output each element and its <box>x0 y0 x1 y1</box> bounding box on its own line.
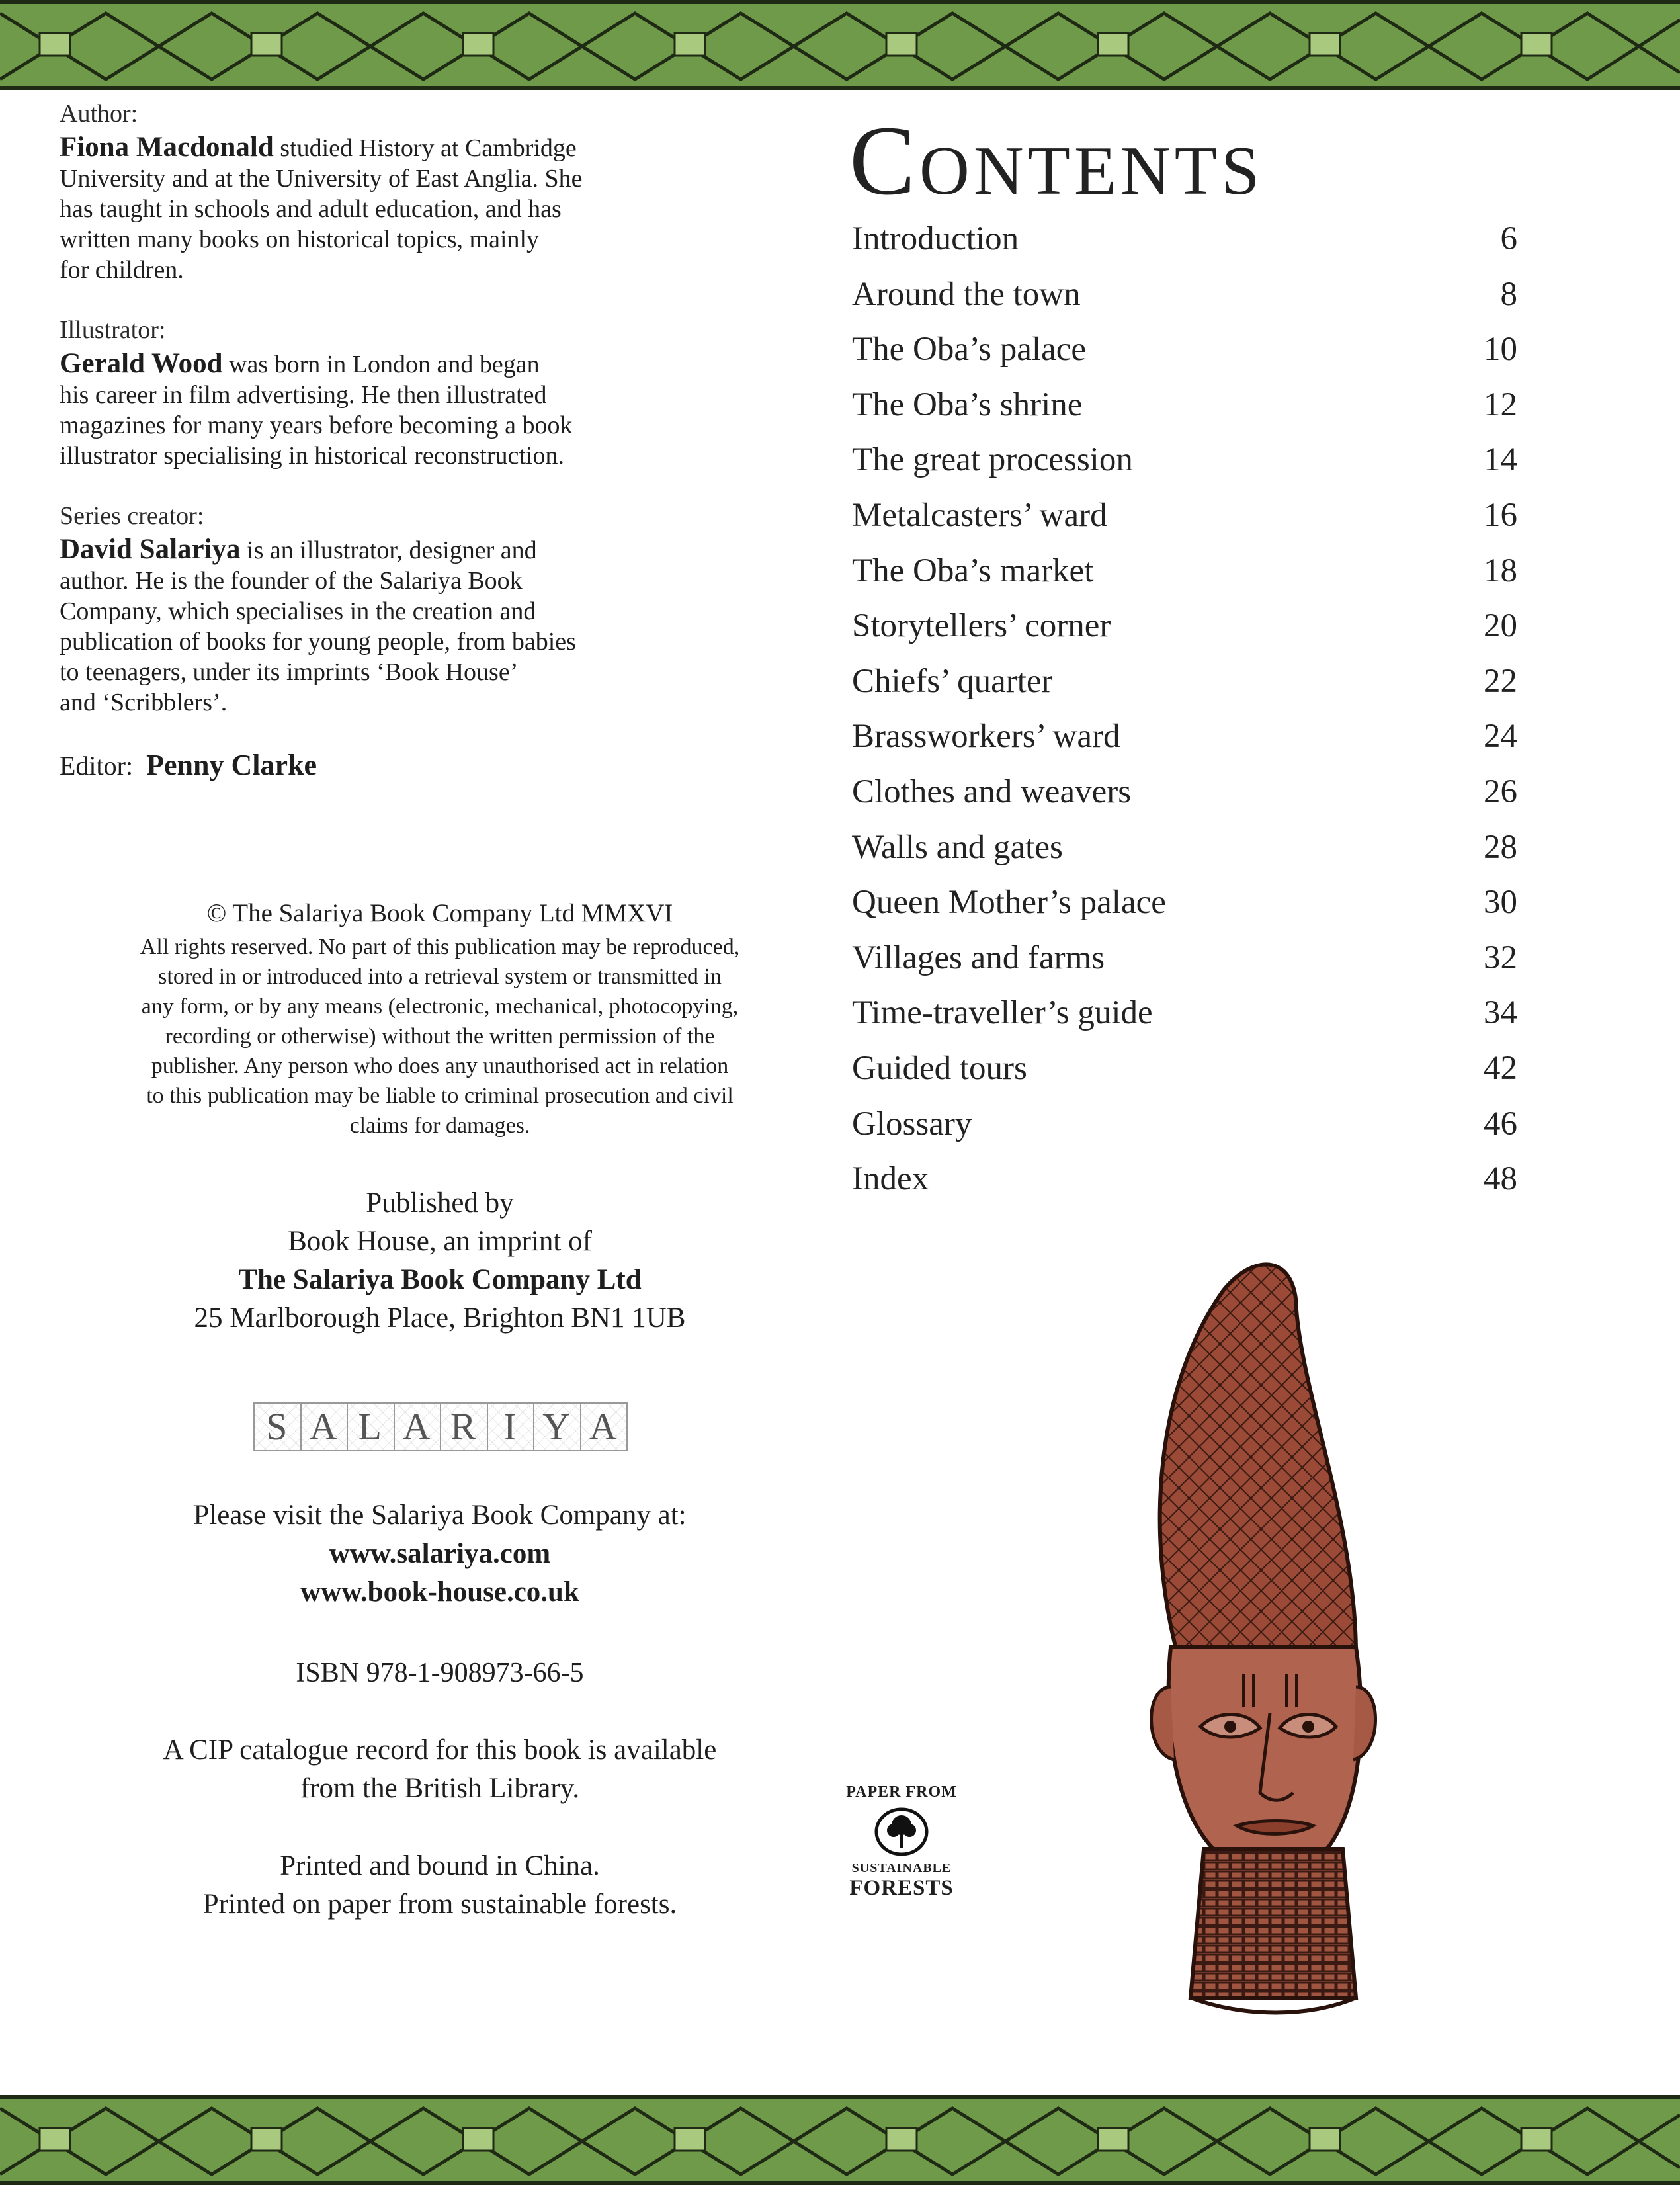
copyright-notice <box>60 898 820 1140</box>
toc-entry-title: Around the town <box>852 275 1081 313</box>
toc-entry-page: 16 <box>1484 496 1517 534</box>
toc-entry[interactable] <box>852 217 1517 273</box>
cip-notice <box>60 1731 820 1808</box>
author-bio-line: studied History at Cambridge <box>273 134 577 162</box>
toc-entry-page: 14 <box>1484 441 1517 479</box>
toc-entry[interactable] <box>852 714 1517 770</box>
editor-credit <box>60 748 827 782</box>
printing-notice <box>60 1847 820 1924</box>
toc-entry-title: Storytellers’ corner <box>852 607 1111 645</box>
company-name: The Salariya Book Company Ltd <box>238 1264 642 1295</box>
badge-middle-text: SUSTAINABLE <box>851 1861 952 1875</box>
author-bio-line: written many books on historical topics, mainly <box>60 226 540 253</box>
printed-line: Printed and bound in China. <box>280 1850 600 1881</box>
toc-entry[interactable] <box>852 438 1517 493</box>
rights-line: All rights reserved. No part of this publication may be reproduced, <box>140 935 740 959</box>
toc-entry-page: 28 <box>1484 828 1517 866</box>
series-creator-bio-line: publication of books for young people, from babies <box>60 628 576 656</box>
toc-entry-title: Villages and farms <box>852 939 1105 976</box>
illustrator-bio-line: magazines for many years before becoming a book <box>60 411 573 439</box>
logo-letter: R <box>440 1402 488 1451</box>
logo-letter: S <box>253 1402 302 1451</box>
top-decorative-border <box>0 0 1680 90</box>
toc-entry-title: Introduction <box>852 220 1019 257</box>
toc-entry-page: 18 <box>1484 552 1517 589</box>
website-link[interactable]: www.salariya.com <box>329 1538 551 1569</box>
cip-line: from the British Library. <box>300 1773 580 1804</box>
toc-entry-title: Index <box>852 1160 929 1198</box>
series-creator-bio-line: and ‘Scribblers’. <box>60 689 228 716</box>
toc-entry-page: 30 <box>1484 884 1517 921</box>
copyright-line: © The Salariya Book Company Ltd MMXVI <box>206 899 673 927</box>
editor-label: Editor: <box>60 751 134 781</box>
toc-entry[interactable] <box>852 991 1517 1047</box>
toc-entry-title: Walls and gates <box>852 828 1063 866</box>
toc-entry-page: 20 <box>1484 607 1517 645</box>
bronze-head-illustration <box>1045 1250 1495 2024</box>
logo-letter: A <box>580 1402 628 1451</box>
badge-bottom-text: FORESTS <box>849 1876 954 1900</box>
toc-entry-page: 48 <box>1484 1160 1517 1198</box>
table-of-contents <box>852 217 1517 1213</box>
rights-line: claims for damages. <box>349 1113 530 1138</box>
series-creator-label: Series creator: <box>60 502 204 530</box>
toc-entry-page: 42 <box>1484 1049 1517 1087</box>
rights-line: any form, or by any means (electronic, mechanical, photocopying, <box>141 994 739 1019</box>
toc-entry[interactable] <box>852 383 1517 439</box>
contents-title: Contents <box>849 106 1264 216</box>
series-creator-bio-line: author. He is the founder of the Salariya Book <box>60 567 523 595</box>
series-creator-bio-line: to teenagers, under its imprints ‘Book House’ <box>60 658 519 686</box>
publisher-address: 25 Marlborough Place, Brighton BN1 1UB <box>194 1303 686 1334</box>
website-link[interactable]: www.book-house.co.uk <box>300 1576 579 1607</box>
rights-line: recording or otherwise) without the written permission of the <box>165 1024 715 1049</box>
logo-letter: I <box>487 1402 535 1451</box>
author-bio-line: for children. <box>60 256 184 284</box>
toc-entry-title: Chiefs’ quarter <box>852 662 1053 700</box>
toc-entry-title: Guided tours <box>852 1049 1027 1087</box>
printed-line: Printed on paper from sustainable forests. <box>202 1889 677 1920</box>
toc-entry-page: 26 <box>1484 773 1517 810</box>
toc-entry-page: 22 <box>1484 662 1517 700</box>
salariya-logo <box>253 1402 626 1451</box>
toc-entry-page: 32 <box>1484 939 1517 976</box>
toc-entry-page: 12 <box>1484 386 1517 423</box>
bottom-decorative-border <box>0 2095 1680 2185</box>
sustainable-forests-badge <box>839 1783 964 1901</box>
rights-text <box>60 932 820 1140</box>
illustrator-name: Gerald Wood <box>60 348 223 379</box>
badge-top-text: PAPER FROM <box>846 1783 957 1801</box>
imprint-line: Book House, an imprint of <box>288 1226 592 1257</box>
rights-line: publisher. Any person who does any unauthorised act in relation <box>151 1054 729 1078</box>
visit-info <box>60 1496 820 1611</box>
toc-entry-title: The Oba’s market <box>852 552 1094 589</box>
published-by: Published by <box>366 1187 514 1219</box>
toc-entry[interactable] <box>852 1157 1517 1213</box>
toc-entry-title: Metalcasters’ ward <box>852 496 1107 534</box>
logo-letter: Y <box>533 1402 581 1451</box>
toc-entry-page: 24 <box>1484 718 1517 755</box>
editor-name: Penny Clarke <box>146 749 317 781</box>
toc-entry-title: Time-traveller’s guide <box>852 994 1153 1032</box>
rights-line: stored in or introduced into a retrieval system or transmitted in <box>158 964 722 989</box>
illustrator-credit <box>60 316 827 471</box>
toc-entry-page: 46 <box>1484 1105 1517 1142</box>
cip-line: A CIP catalogue record for this book is available <box>163 1735 717 1766</box>
series-creator-credit <box>60 501 827 718</box>
author-label: Author: <box>60 100 138 128</box>
logo-letter: L <box>347 1402 395 1451</box>
toc-entry[interactable] <box>852 660 1517 715</box>
author-name: Fiona Macdonald <box>60 132 274 163</box>
toc-entry-page: 34 <box>1484 994 1517 1032</box>
author-bio-line: University and at the University of East Anglia. She <box>60 165 583 193</box>
toc-entry[interactable] <box>852 493 1517 549</box>
author-credit <box>60 99 827 285</box>
toc-entry[interactable] <box>852 549 1517 605</box>
toc-entry[interactable] <box>852 1047 1517 1102</box>
visit-line: Please visit the Salariya Book Company at: <box>193 1500 687 1531</box>
toc-entry-title: Clothes and weavers <box>852 773 1132 810</box>
green-pattern-icon <box>0 2095 1680 2185</box>
toc-entry[interactable] <box>852 327 1517 383</box>
logo-letter: A <box>300 1402 349 1451</box>
toc-entry-title: Glossary <box>852 1105 972 1142</box>
toc-entry[interactable] <box>852 880 1517 936</box>
toc-entry-title: The Oba’s palace <box>852 331 1086 368</box>
benin-head-icon <box>1045 1250 1495 2024</box>
illustrator-bio-line: his career in film advertising. He then illustrated <box>60 381 547 409</box>
toc-entry[interactable] <box>852 936 1517 992</box>
publisher-info <box>60 1184 820 1338</box>
series-creator-bio-line: Company, which specialises in the creation and <box>60 597 536 625</box>
series-creator-bio-line: is an illustrator, designer and <box>240 536 537 564</box>
toc-entry-page: 10 <box>1484 331 1517 368</box>
toc-entry-page: 8 <box>1500 275 1517 313</box>
illustrator-bio-line: illustrator specialising in historical reconstruction. <box>60 442 564 470</box>
illustrator-label: Illustrator: <box>60 316 166 344</box>
author-bio-line: has taught in schools and adult education, and has <box>60 195 562 223</box>
toc-entry-title: Queen Mother’s palace <box>852 884 1166 921</box>
credits-column <box>60 99 827 782</box>
logo-letter: A <box>394 1402 442 1451</box>
toc-entry-title: Brassworkers’ ward <box>852 718 1120 755</box>
isbn: ISBN 978-1-908973-66-5 <box>296 1658 584 1688</box>
green-pattern-icon <box>0 0 1680 90</box>
toc-entry[interactable] <box>852 826 1517 881</box>
tree-icon <box>872 1805 931 1858</box>
toc-entry-page: 6 <box>1500 220 1517 257</box>
illustrator-bio-line: was born in London and began <box>222 351 540 378</box>
toc-entry[interactable] <box>852 604 1517 660</box>
toc-entry-title: The Oba’s shrine <box>852 386 1083 423</box>
toc-entry[interactable] <box>852 1102 1517 1158</box>
toc-entry[interactable] <box>852 273 1517 328</box>
rights-line: to this publication may be liable to criminal prosecution and civil <box>146 1084 734 1108</box>
toc-entry[interactable] <box>852 770 1517 826</box>
series-creator-name: David Salariya <box>60 534 241 565</box>
toc-entry-title: The great procession <box>852 441 1133 479</box>
